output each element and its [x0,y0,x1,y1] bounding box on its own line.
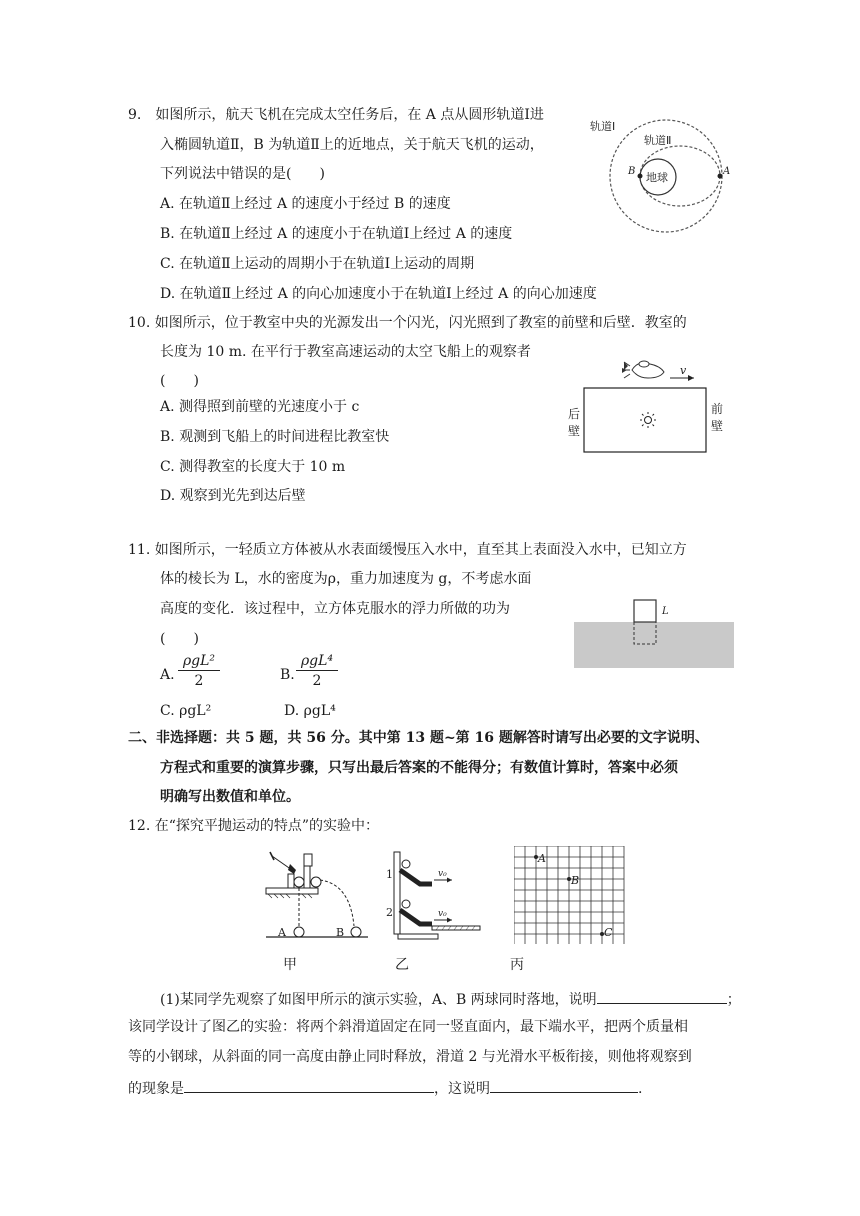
stand-pole [394,852,400,934]
point-a-label: A [723,166,731,177]
q12-paragraph-2: 该同学设计了图乙的实验：将两个斜滑道固定在同一竖直面内，最下端水平，把两个质量相 [128,1019,688,1035]
q10-option-b: B. 观测到飞船上的时间进程比教室快 [160,429,390,445]
answer-blank-1[interactable] [597,988,727,1004]
q11-option-b-label: B. [280,667,295,683]
orbit-1-label: 轨道Ⅰ [590,120,616,133]
jia-label-a: A [278,926,286,939]
q12-paragraph-1: (1)某同学先观察了如图甲所示的演示实验，A、B 两球同时落地，说明 ； [160,988,741,1010]
q10-option-c: C. 测得教室的长度大于 10 m [160,459,346,475]
q10-line1: 10. 如图所示，位于教室中央的光源发出一个闪光，闪光照到了教室的前壁和后壁．教室的 [128,315,687,331]
yi-velocity-2: v₀ [438,909,447,919]
point-a-dot [718,174,723,179]
back-wall-label-1: 后 [568,407,581,421]
section2-line2: 方程式和重要的演算步骤，只写出最后答案的不能得分；有数值计算时，答案中必须 [160,760,678,776]
q11-option-a-denominator: 2 [194,673,204,689]
figure-yi [384,850,484,942]
q12-paragraph-4: 的现象是 ，这说明 . [128,1077,642,1099]
grid-label-a: A [538,852,546,865]
q9-line2: 入椭圆轨道Ⅱ，B 为轨道Ⅱ上的近地点，关于航天飞机的运动， [160,137,544,153]
figure-jia [262,848,372,940]
jia-label-b: B [336,926,345,939]
back-wall-label-2: 壁 [568,424,581,438]
q9-line1: 9. 如图所示，航天飞机在完成太空任务后，在 A 点从圆形轨道Ⅰ进 [128,107,544,123]
answer-blank-2[interactable] [184,1077,434,1093]
earth-label: 地球 [646,171,668,184]
section2-line3: 明确写出数值和单位。 [160,789,300,805]
cube-square [634,600,656,622]
stand-base [398,934,438,939]
orbit-2-label: 轨道Ⅱ [644,134,672,147]
chute-2 [400,910,432,924]
q11-option-a-label: A. [160,667,175,683]
q11-line2: 体的棱长为 L，水的密度为ρ，重力加速度为 g，不考虑水面 [160,571,532,587]
q10-line2: 长度为 10 m. 在平行于教室高速运动的太空飞船上的观察者 [160,344,531,360]
ball-b-bottom [351,927,361,937]
spaceship-icon [622,361,664,378]
point-b-dot [638,174,643,179]
q11-option-b-numerator: ρgL⁴ [296,652,338,671]
figure-label-bing: 丙 [510,957,524,973]
q11-option-a-numerator: ρgL² [178,652,220,671]
answer-blank-3[interactable] [490,1077,638,1093]
velocity-label: v [680,364,687,377]
q12-line1: 12. 在“探究平抛运动的特点”的实验中： [128,818,380,834]
yi-number-1: 1 [386,868,393,881]
q9-line3: 下列说法中错误的是( ) [160,166,325,182]
q9-option-d: D. 在轨道Ⅱ上经过 A 的向心加速度小于在轨道Ⅰ上经过 A 的向心加速度 [160,286,597,302]
q9-option-a: A. 在轨道Ⅱ上经过 A 的速度小于经过 B 的速度 [160,196,451,212]
figure-label-yi: 乙 [395,957,409,973]
yi-number-2: 2 [386,906,393,919]
classroom-figure [566,352,736,456]
cube-water-figure [572,596,736,672]
q11-option-a-fraction [178,652,220,691]
yi-velocity-1: v₀ [438,869,447,879]
chute-1 [400,870,432,884]
section2-line1: 二、非选择题：共 5 题，共 56 分。其中第 13 题~第 16 题解答时请写出必要的文字说明、 [128,730,709,746]
smooth-board [432,926,480,930]
q11-option-d: D. ρgL⁴ [284,703,336,719]
platform [266,888,318,894]
q12-paragraph-3: 等的小钢球，从斜面的同一高度由静止同时释放，滑道 2 与光滑水平板衔接，则他将观察到 [128,1049,692,1065]
cube-length-label: L [662,606,669,617]
front-wall-label-2: 壁 [711,419,724,433]
ball-a-top [294,877,304,887]
q11-option-c: C. ρgL² [160,703,212,719]
ball-a-bottom [294,927,304,937]
q11-line4: ( ) [160,631,199,647]
ball-b-top [311,877,321,887]
front-wall-label-1: 前 [711,402,724,416]
figure-label-jia: 甲 [283,957,297,973]
q10-line3: ( ) [160,373,199,389]
q11-line3: 高度的变化．该过程中，立方体克服水的浮力所做的功为 [160,601,510,617]
q10-option-a: A. 测得照到前壁的光速度小于 c [160,399,360,415]
q10-option-d: D. 观察到光先到达后壁 [160,488,306,504]
grid-label-c: C [604,926,613,939]
q11-option-b-fraction [296,652,338,691]
point-b-label: B [628,166,636,177]
water-region [574,622,734,668]
grid-label-b: B [571,874,580,887]
orbit-figure [588,108,738,236]
q9-option-b: B. 在轨道Ⅱ上经过 A 的速度小于在轨道Ⅰ上经过 A 的速度 [160,226,513,242]
figure-bing-grid [514,846,626,944]
q11-line1: 11. 如图所示，一轻质立方体被从水表面缓慢压入水中，直至其上表面没入水中，已知立方 [128,542,687,558]
q11-option-b-denominator: 2 [312,673,322,689]
q9-option-c: C. 在轨道Ⅱ上运动的周期小于在轨道Ⅰ上运动的周期 [160,256,475,272]
